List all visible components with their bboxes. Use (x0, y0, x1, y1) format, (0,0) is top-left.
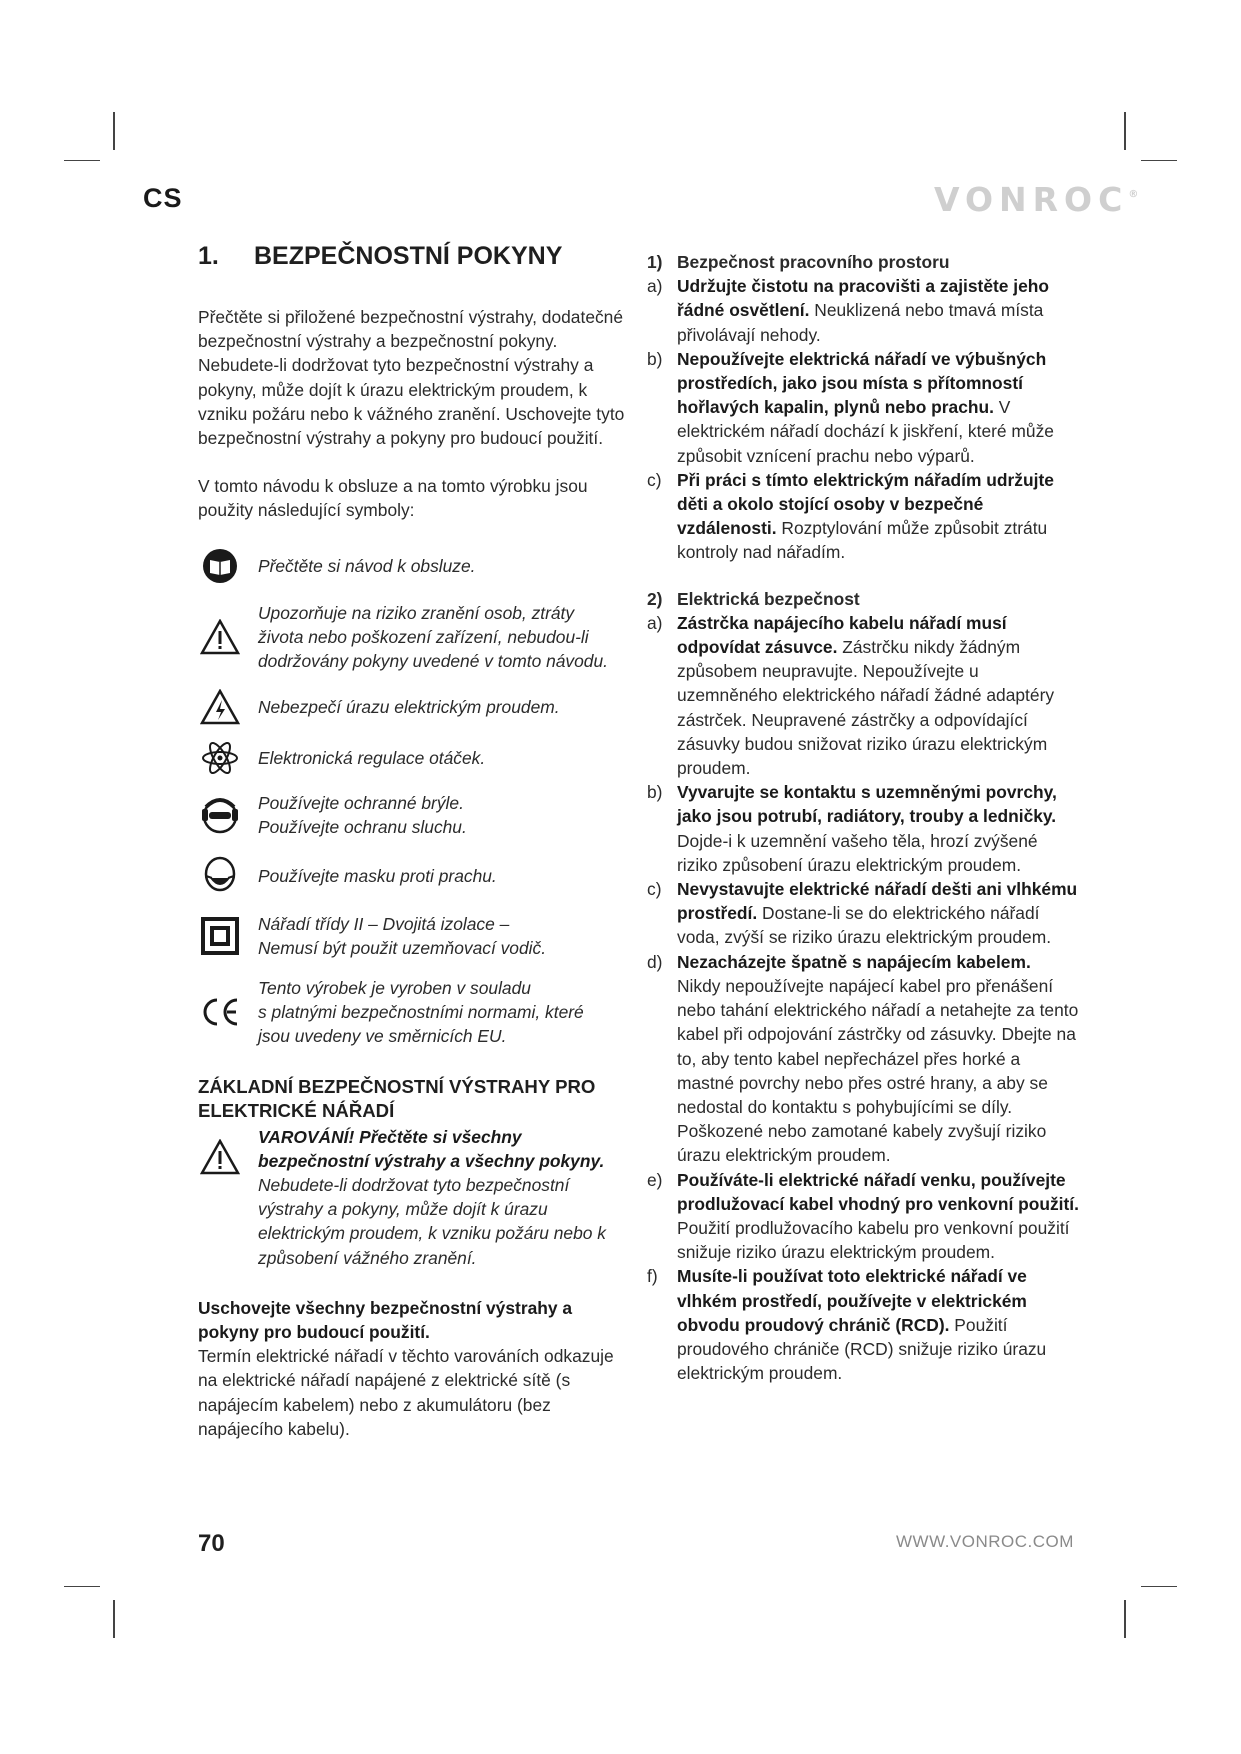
class-ii-icon (196, 917, 244, 955)
keep-instructions: Uschovejte všechny bezpečnostní výstrahy a pokyny pro budoucí použití. (198, 1297, 573, 1343)
list-item: f) Musíte-li používat toto elektrické nářadí ve vlhkém prostředí, používejte v elektrickém obvodu proudový chránič (RCD). Použití proudového chrániče (RCD) snižuje riziko úrazu elektrickým proudem. (647, 1266, 1047, 1384)
crop-mark (64, 1586, 100, 1587)
symbol-text: Tento výrobek je vyroben v souladu s platnými bezpečnostními normami, které jsou uvedeny ve směrnicích EU. (258, 978, 584, 1047)
symbol-row (198, 601, 630, 674)
symbol-row (198, 912, 630, 960)
list-item: a) Zástrčka napájecího kabelu nářadí musí odpovídat zásuvce. Zástrčku nikdy žádným způsobem neupravujte. Nepoužívejte u uzemněného elektrického nářadí žádné adaptéry zástrček. Neupravené zástrčky a odpovídající zásuvky budou snižovat riziko úrazu elektrickým proudem. (647, 612, 1055, 779)
symbol-text: Používejte ochranné brýle. Používejte ochranu sluchu. (258, 793, 467, 838)
electric-shock-icon (196, 689, 244, 725)
crop-mark (1141, 1586, 1177, 1587)
brand-logo: VONROC® (934, 180, 1139, 219)
intro-paragraph: Přečtěte si přiložené bezpečnostní výstrahy, dodatečné bezpečnostní výstrahy a bezpečnostní pokyny. Nebudete-li dodržovat tyto bezpečnostní výstrahy a pokyny, může dojít k úrazu elektrickým proudem, k vzniku požáru nebo k vážného zranění. Uschovejte tyto bezpečnostní výstrahy a pokyny pro budoucí použití. (198, 307, 625, 449)
crop-mark (113, 1600, 115, 1638)
crop-mark (64, 160, 100, 161)
crop-mark (113, 112, 115, 150)
term-definition: Termín elektrické nářadí v těchto varováních odkazuje na elektrické nářadí napájené z elektrické sítě (s napájecím kabelem) nebo z akumulátoru (bez napájecího kabelu). (198, 1346, 614, 1439)
list-item: d) Nezacházejte špatně s napájecím kabelem. Nikdy nepoužívejte napájecí kabel pro přenášení nebo tahání elektrického nářadí a netahejte za tento kabel při odpojování zástrčky od zásuvky. Dbejte na to, aby tento kabel nepřecházel přes horké a mastné povrchy nebo přes ostré hrany, a aby se nedostal do kontaktu s pohybujícími se díly. Poškozené nebo zamotané kabely zvyšují riziko úrazu elektrickým proudem. (647, 951, 1079, 1166)
warning-text: VAROVÁNÍ! Přečtěte si všechny bezpečnostní výstrahy a všechny pokyny. Nebudete-li dodržovat tyto bezpečnostní výstrahy a pokyny, může dojít k úrazu elektrickým proudem, k vzniku požáru nebo k způsobení vážného zranění. (258, 1126, 606, 1268)
dust-mask-icon (196, 856, 244, 896)
goggles-ear-protection-icon (196, 795, 244, 835)
crop-mark (1141, 160, 1177, 161)
intro (198, 305, 630, 523)
general-warnings-title: ZÁKLADNÍ BEZPEČNOSTNÍ VÝSTRAHY PRO ELEKTRICKÉ NÁŘADÍ (198, 1075, 596, 1121)
symbol-row (198, 689, 630, 725)
ce-mark-icon (196, 996, 244, 1028)
section-title: 1. BEZPEČNOSTNÍ POKYNY (198, 242, 563, 270)
read-manual-icon (196, 547, 244, 585)
electrical-section (647, 587, 1079, 1386)
symbol-text: Elektronická regulace otáček. (258, 748, 486, 769)
crop-mark (1124, 1600, 1126, 1638)
symbol-list (198, 547, 630, 1049)
subsection-title: 2) Elektrická bezpečnost (647, 588, 860, 609)
warning-triangle-icon (196, 619, 244, 655)
warning-triangle-icon (196, 1139, 244, 1270)
work-area-section (647, 250, 1079, 565)
list-item: a) Udržujte čistotu na pracovišti a zajistěte jeho řádné osvětlení. Neuklizená nebo tmavá místa přivolávají nehody. (647, 276, 1050, 345)
left-column (198, 241, 630, 1441)
symbol-row (198, 791, 630, 839)
right-column (647, 250, 1079, 1407)
list-item: b) Nepoužívejte elektrická nářadí ve výbušných prostředích, jako jsou místa s přítomností hořlavých kapalin, plynů nebo prachu. V elektrickém nářadí dochází k jiskření, které může způsobit vznícení prachu nebo výparů. (647, 348, 1054, 466)
symbol-row (198, 547, 630, 585)
crop-mark (1124, 112, 1126, 150)
symbol-row (198, 976, 630, 1049)
list-item: b) Vyvarujte se kontaktu s uzemněnými povrchy, jako jsou potrubí, radiátory, trouby a ledničky. Dojde-i k uzemnění vašeho těla, hrozí zvýšené riziko způsobení úrazu elektrickým proudem. (647, 782, 1057, 875)
list-item: c) Při práci s tímto elektrickým nářadím udržujte děti a okolo stojící osoby v bezpečné vzdálenosti. Rozptylování může způsobit ztrátu kontroly nad nářadím. (647, 469, 1054, 563)
list-item: e) Používáte-li elektrické nářadí venku, používejte prodlužovací kabel vhodný pro venkovní použití. Použití prodlužovacího kabelu pro venkovní použití snižuje riziko úrazu elektrickým proudem. (647, 1169, 1079, 1263)
website-url: WWW.VONROC.COM (896, 1532, 1074, 1551)
list-item: c) Nevystavujte elektrické nářadí dešti ani vlhkému prostředí. Dostane-li se do elektrického nářadí voda, zvýší se riziko úrazu elektrickým proudem. (647, 879, 1078, 948)
symbol-text: Nářadí třídy II – Dvojitá izolace – Nemusí být použit uzemňovací vodič. (258, 913, 547, 958)
language-code: CS (143, 183, 183, 213)
symbol-text: Nebezpečí úrazu elektrickým proudem. (258, 697, 560, 718)
symbol-text: Přečtěte si návod k obsluze. (258, 555, 476, 576)
subsection-title: 1) Bezpečnost pracovního prostoru (647, 252, 950, 272)
page-number: 70 (198, 1530, 225, 1557)
symbol-text: Upozorňuje na riziko zranění osob, ztráty života nebo poškození zařízení, nebudou-li dodržovány pokyny uvedené v tomto návodu. (258, 602, 608, 672)
warning-block (198, 1125, 630, 1270)
speed-control-icon (196, 741, 244, 775)
symbol-row (198, 741, 630, 775)
symbol-row (198, 856, 630, 896)
symbol-text: Používejte masku proti prachu. (258, 865, 497, 886)
intro-paragraph: V tomto návodu k obsluze a na tomto výrobku jsou použity následující symboly: (198, 476, 588, 521)
